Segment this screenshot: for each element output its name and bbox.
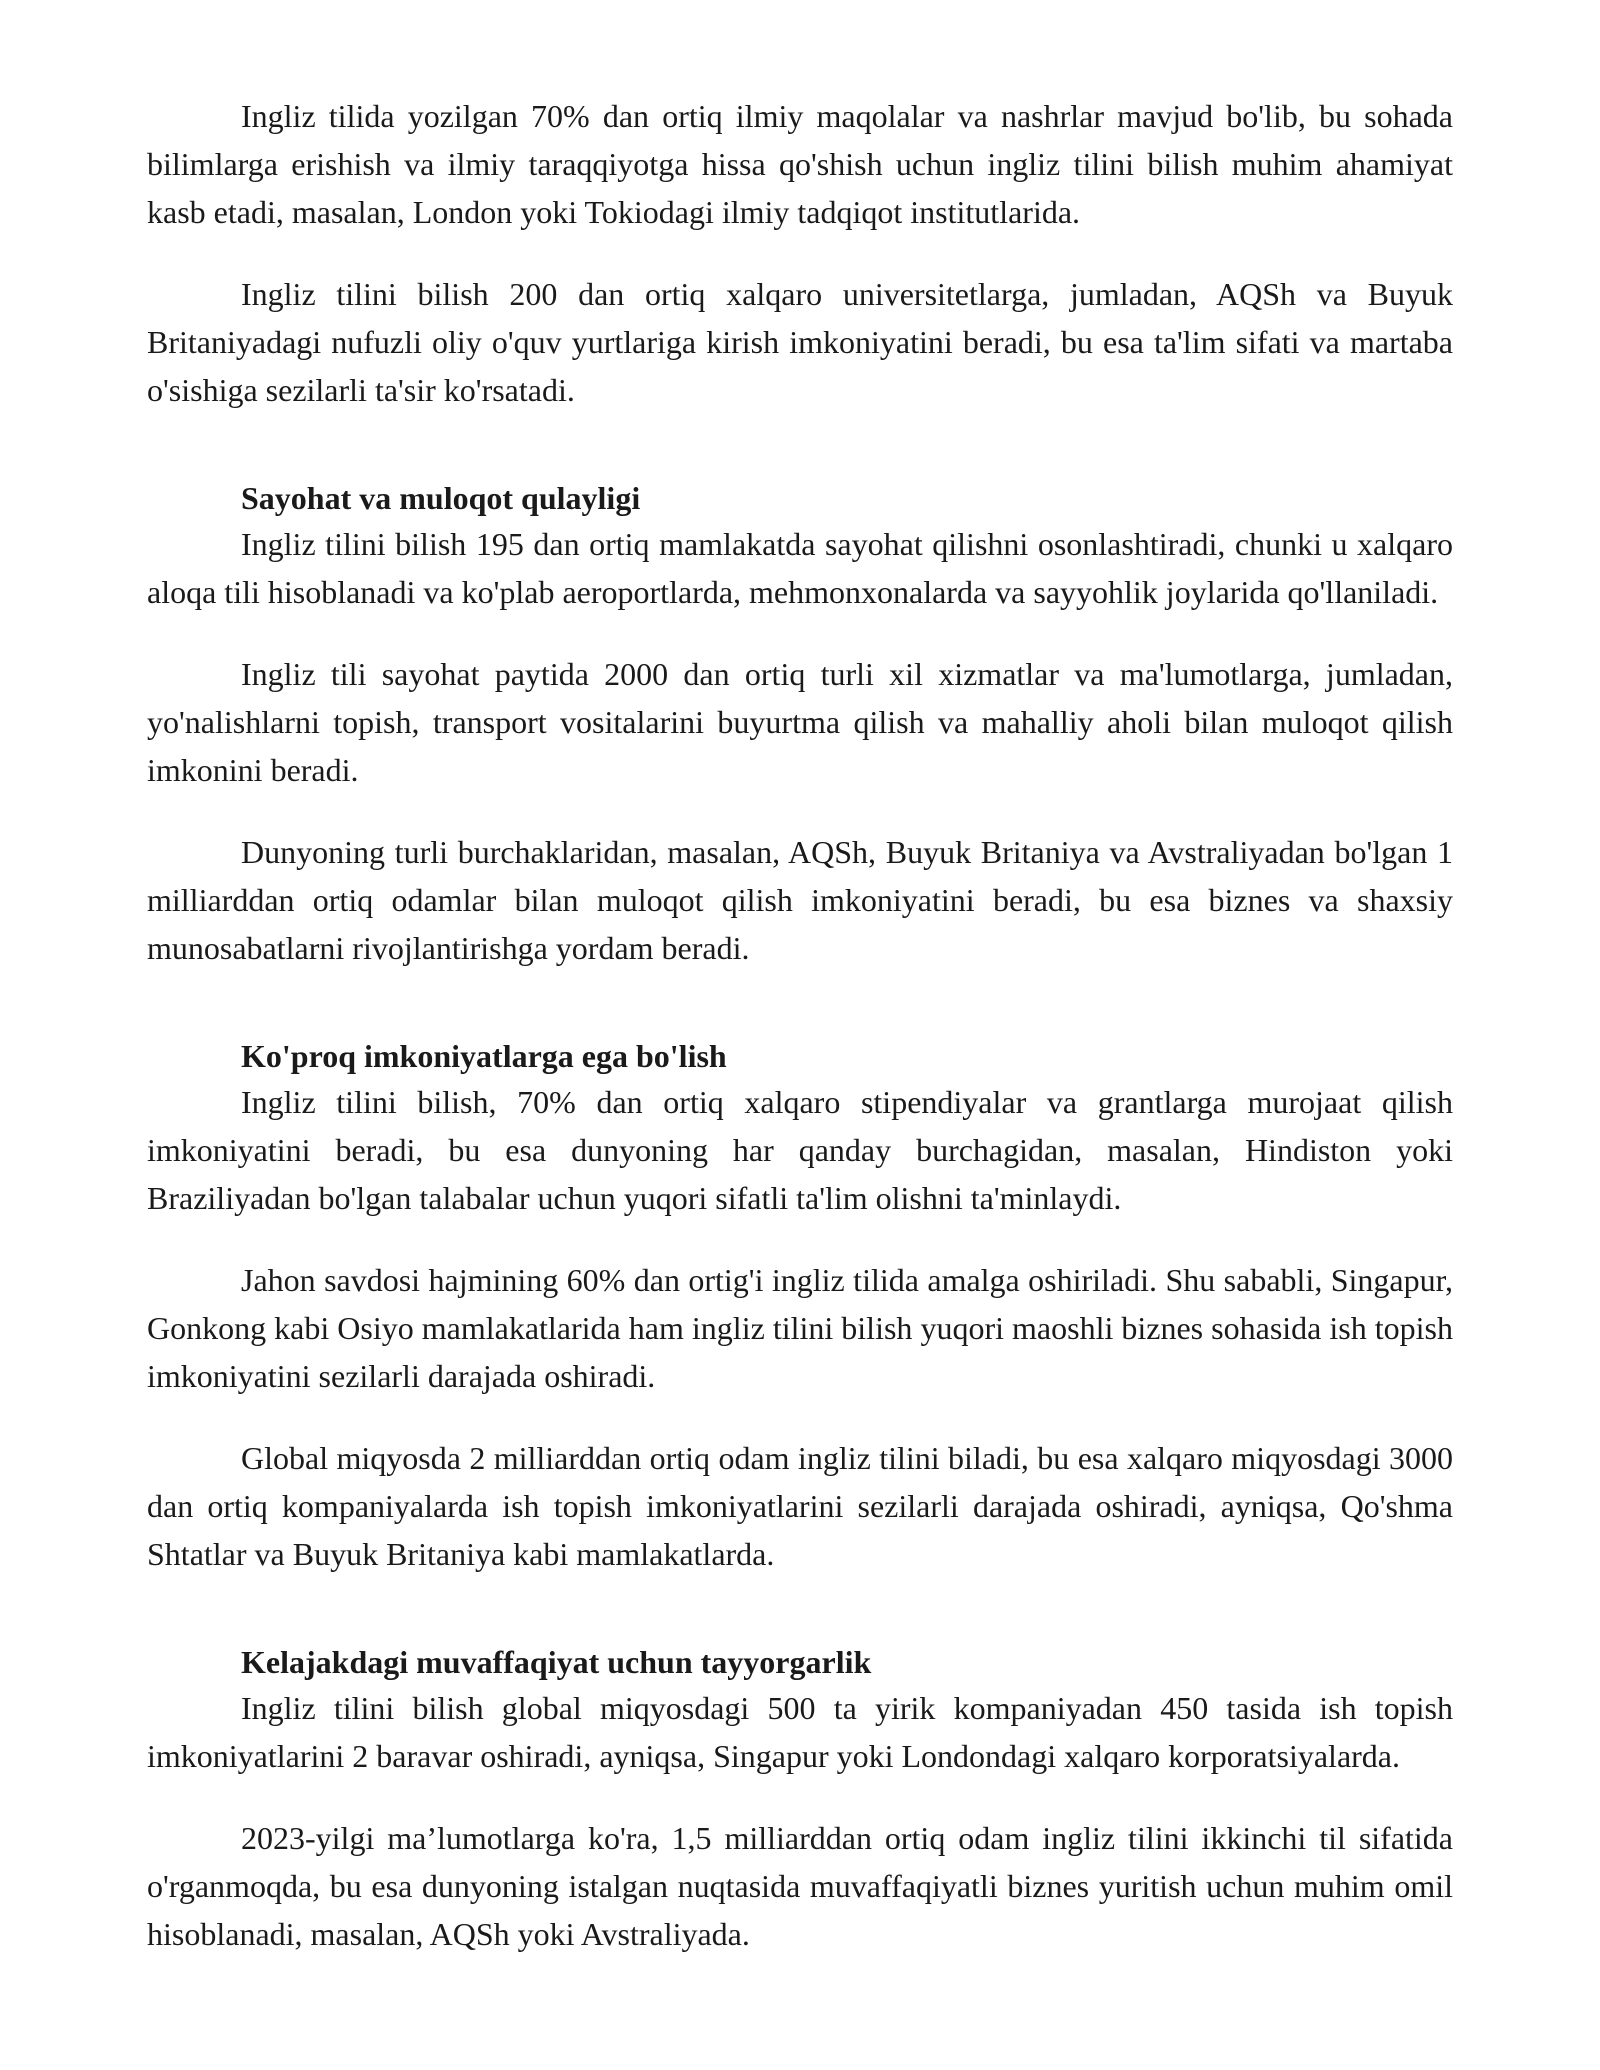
paragraph: Global miqyosda 2 milliarddan ortiq odam ingliz tilini biladi, bu esa xalqaro miqyosdagi 3000 dan ortiq kompaniyalarda ish topish imkoniyatlarini sezilarli darajada oshiradi, ayniqsa, Qo'shma Shtatlar va Buyuk Britaniya kabi mamlakatlarda. xyxy=(147,1440,1453,1572)
paragraph: Ingliz tilini bilish global miqyosdagi 500 ta yirik kompaniyadan 450 tasida ish topish imkoniyatlarini 2 baravar oshiradi, ayniqsa, Singapur yoki Londondagi xalqaro korporatsiyalarda. xyxy=(147,1690,1453,1774)
section-heading: Kelajakdagi muvaffaqiyat uchun tayyorgarlik xyxy=(241,1644,872,1680)
section-heading: Ko'proq imkoniyatlarga ega bo'lish xyxy=(241,1038,727,1074)
paragraph: Ingliz tilini bilish, 70% dan ortiq xalqaro stipendiyalar va grantlarga murojaat qilish imkoniyatini beradi, bu esa dunyoning har qanday burchagidan, masalan, Hindiston yoki Braziliyadan bo'lgan talabalar uchun yuqori sifatli ta'lim olishni ta'minlaydi. xyxy=(147,1084,1453,1216)
paragraph: 2023-yilgi ma’lumotlarga ko'ra, 1,5 milliarddan ortiq odam ingliz tilini ikkinchi til sifatida o'rganmoqda, bu esa dunyoning istalgan nuqtasida muvaffaqiyatli biznes yuritish uchun muhim omil hisoblanadi, masalan, AQSh yoki Avstraliyada. xyxy=(147,1820,1453,1952)
section-heading: Sayohat va muloqot qulayligi xyxy=(241,480,641,516)
paragraph: Ingliz tilini bilish 195 dan ortiq mamlakatda sayohat qilishni osonlashtiradi, chunki u xalqaro aloqa tili hisoblanadi va ko'plab aeroportlarda, mehmonxonalarda va sayyohlik joylarida qo'llaniladi. xyxy=(147,526,1453,610)
document-page xyxy=(147,92,1453,1958)
paragraph: Dunyoning turli burchaklaridan, masalan, AQSh, Buyuk Britaniya va Avstraliyadan bo'lgan 1 milliarddan ortiq odamlar bilan muloqot qilish imkoniyatini beradi, bu esa biznes va shaxsiy munosabatlarni rivojlantirishga yordam beradi. xyxy=(147,834,1453,966)
paragraph: Ingliz tilida yozilgan 70% dan ortiq ilmiy maqolalar va nashrlar mavjud bo'lib, bu sohada bilimlarga erishish va ilmiy taraqqiyotga hissa qo'shish uchun ingliz tilini bilish muhim ahamiyat kasb etadi, masalan, London yoki Tokiodagi ilmiy tadqiqot institutlarida. xyxy=(147,98,1453,230)
paragraph: Jahon savdosi hajmining 60% dan ortig'i ingliz tilida amalga oshiriladi. Shu sababli, Singapur, Gonkong kabi Osiyo mamlakatlarida ham ingliz tilini bilish yuqori maoshli biznes sohasida ish topish imkoniyatini sezilarli darajada oshiradi. xyxy=(147,1262,1453,1394)
paragraph: Ingliz tili sayohat paytida 2000 dan ortiq turli xil xizmatlar va ma'lumotlarga, jumladan, yo'nalishlarni topish, transport vositalarini buyurtma qilish va mahalliy aholi bilan muloqot qilish imkonini beradi. xyxy=(147,656,1453,788)
paragraph: Ingliz tilini bilish 200 dan ortiq xalqaro universitetlarga, jumladan, AQSh va Buyuk Britaniyadagi nufuzli oliy o'quv yurtlariga kirish imkoniyatini beradi, bu esa ta'lim sifati va martaba o'sishiga sezilarli ta'sir ko'rsatadi. xyxy=(147,276,1453,408)
